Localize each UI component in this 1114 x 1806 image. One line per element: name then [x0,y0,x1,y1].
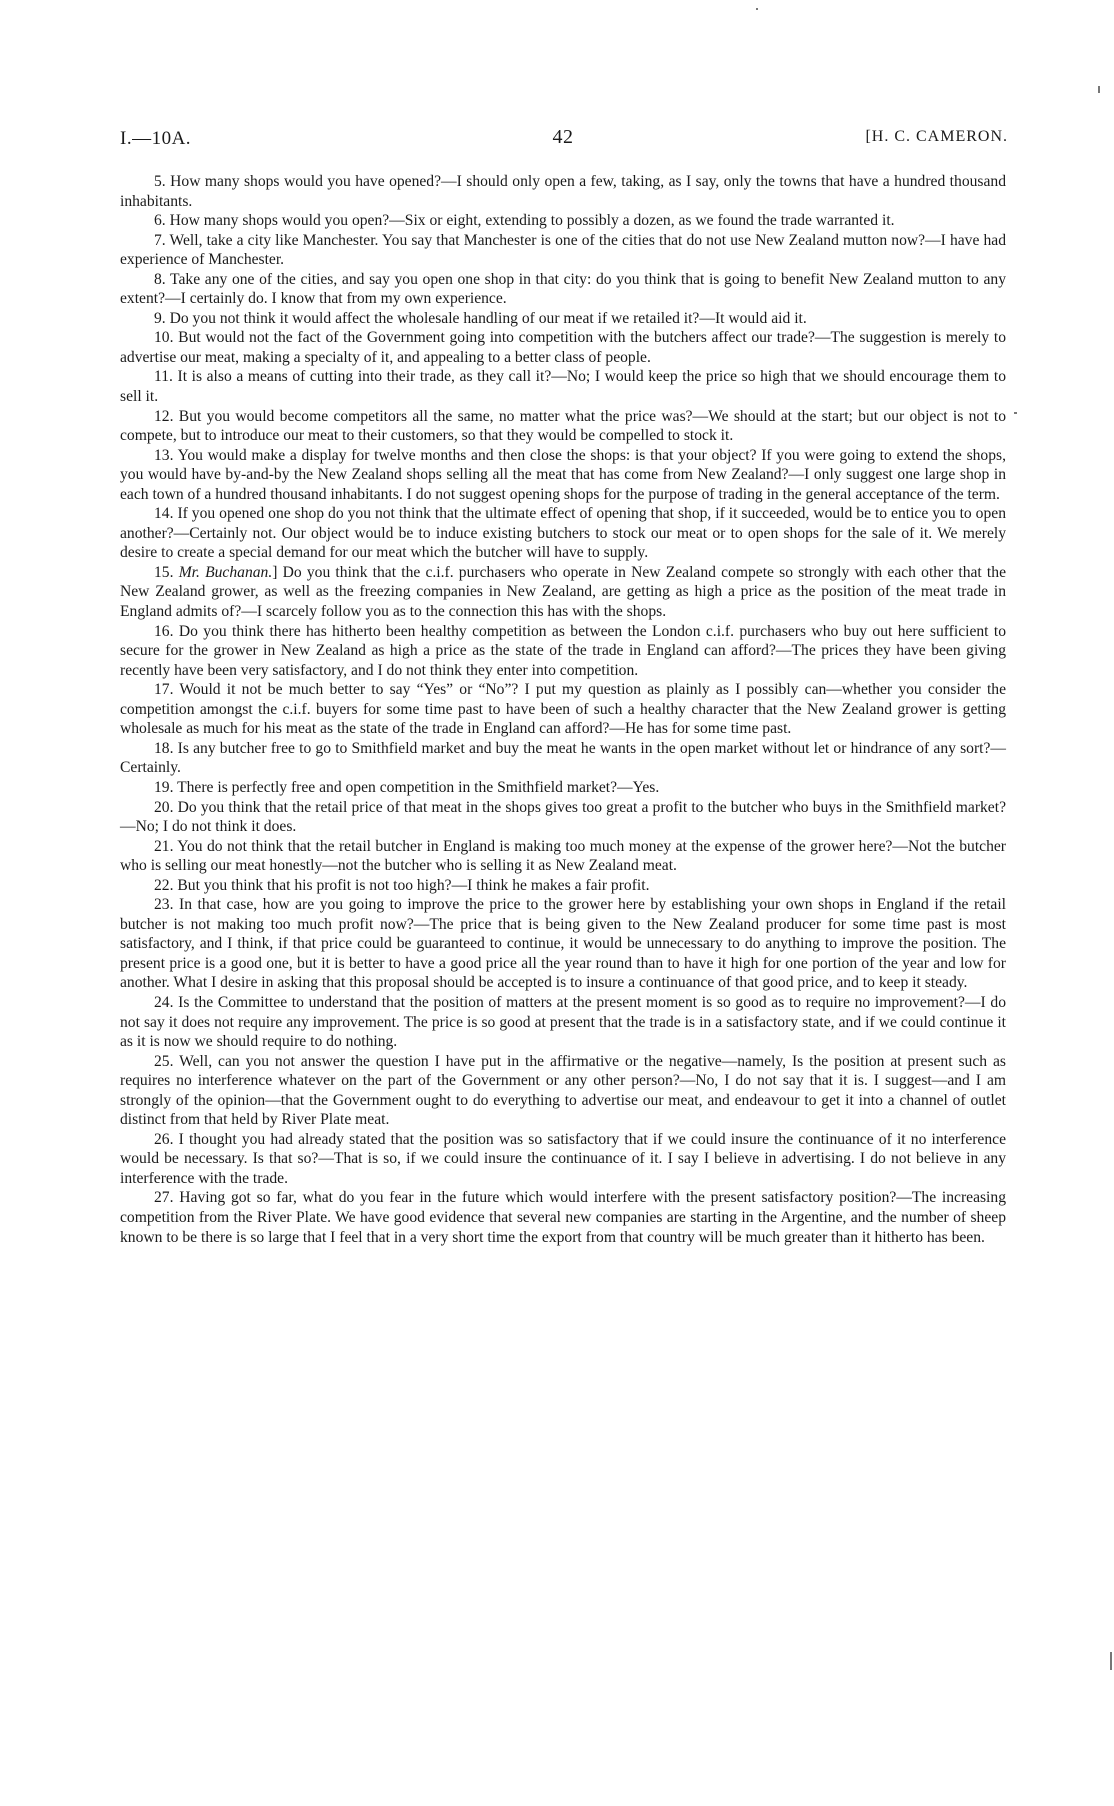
paragraph-q11: 11. It is also a means of cutting into their trade, as they call it?—No; I would keep the price so high that we should encourage them to sell it. [120,368,1006,406]
paragraph-q20: 20. Do you think that the retail price of that meat in the shops gives too great a profit to the butcher who buys in the Smithfield market?—No; I do not think it does. [120,798,1006,836]
paragraph-q21: 21. You do not think that the retail butcher in England is making too much money at the expense of the grower here?—Not the butcher who is selling our meat honestly—not the butcher who is selling it as New Zealand meat. [120,837,1006,875]
paragraph-q22: 22. But you think that his profit is not too high?—I think he makes a fair profit. [154,876,650,894]
paragraph-q13: 13. You would make a display for twelve months and then close the shops: is that your object? If you were going to extend the shops, you would have by-and-by the New Zealand shops selling all the meat that has come from New Zealand?—I only suggest one large shop in each town of a hundred thousand inhabitants. I do not suggest opening shops for the purpose of trading in the general acceptance of the term. [120,446,1006,503]
paragraph-q7: 7. Well, take a city like Manchester. You say that Manchester is one of the cities that do not use New Zealand mutton now?—I have had experience of Manchester. [120,231,1006,269]
paragraph-q26: 26. I thought you had already stated that the position was so satisfactory that if we could insure the continuance of it no interference would be necessary. Is that so?—That is so, if we could insure the continuance of it. I say I believe in advertising. I do not believe in any interference with the trade. [120,1130,1006,1187]
scan-mark-bottom-right [1110,1652,1112,1670]
paragraph-q6: 6. How many shops would you open?—Six or eight, extending to possibly a dozen, as we found the trade warranted it. [154,212,895,230]
page-header [118,124,1008,156]
paper-reference: I.—10A. [120,128,192,149]
paragraph-q16: 16. Do you think there has hitherto been healthy competition as between the London c.i.f. purchasers who buy out here sufficient to secure for the grower in New Zealand as high a price as the state of the trade in England can afford?—The prices they have been giving recently have been very satisfactory, and I do not think they enter into competition. [120,622,1006,679]
scan-mark-right [1098,86,1100,93]
evidence-text [120,172,1006,1247]
witness-name: [H. C. CAMERON. [865,128,1008,145]
paragraph-q15 [120,563,1006,622]
paragraph-q25: 25. Well, can you not answer the question I have put in the affirmative or the negative—namely, Is the position at present such as requires no interference whatever on the part of the Government or any other person?—No, I do not say that it is. I suggest—and I am strongly of the opinion—that the Government ought to do everything to advertise our meat, and endeavour to get it into a channel of outlet distinct from that held by River Plate meat. [120,1052,1006,1129]
scan-mark-top [756,8,758,10]
paragraph-q12: 12. But you would become competitors all the same, no matter what the price was?—We should at the start; but our object is not to compete, but to introduce our meat to their customers, so that they would be compelled to stock it. [120,407,1006,445]
paragraph-q9: 9. Do you not think it would affect the wholesale handling of our meat if we retailed it?—It would aid it. [154,309,807,327]
speaker-name: Mr. Buchanan. [178,563,273,581]
question-number: 15. [154,563,179,581]
paragraph-q23: 23. In that case, how are you going to improve the price to the grower here by establishing your own shops in England if the retail butcher is not making too much profit now?—The price that is being given to the New Zealand producer for some time past is most satisfactory, and I think, if that price could be guaranteed to continue, it would be unnecessary to do anything to improve the position. The present price is a good one, but it is better to have a good price all the year round than to have it high for one portion of the year and low for another. What I desire in asking that this proposal should be accepted is to insure a continuance of that good price, and to keep it steady. [120,896,1006,992]
paragraph-q5: 5. How many shops would you have opened?—I should only open a few, taking, as I say, only the towns that have a hundred thousand inhabitants. [120,173,1006,210]
paragraph-q10: 10. But would not the fact of the Government going into competition with the butchers affect our trade?—The suggestion is merely to advertise our meat, making a specialty of it, and appealing to a better class of people. [120,329,1006,366]
paragraph-q27: 27. Having got so far, what do you fear in the future which would interfere with the present satisfactory position?—The increasing competition from the River Plate. We have good evidence that several new companies are starting in the Argentine, and the number of sheep known to be there is so large that I feel that in a very short time the export from that country will be much greater than it hitherto has been. [120,1189,1006,1246]
paragraph-q24: 24. Is the Committee to understand that the position of matters at the present moment is so good as to require no improvement?—I do not say it does not require any improvement. The price is so good at present that the trade is in a satisfactory state, and if we could continue it as it is now we should require to do nothing. [120,993,1006,1051]
paragraph-q19: 19. There is perfectly free and open competition in the Smithfield market?—Yes. [154,778,660,796]
paragraph-q17: 17. Would it not be much better to say “Yes” or “No”? I put my question as plainly as I possibly can—whether you consider the competition amongst the c.i.f. buyers for some time past to have been of such a healthy character that the New Zealand grower is getting wholesale as much for his meat as the state of the trade in England can afford?—He has for some time past. [120,681,1006,738]
paragraph-q8: 8. Take any one of the cities, and say you open one shop in that city: do you think that is going to benefit New Zealand mutton to any extent?—I certainly do. I know that from my own experience. [120,270,1006,308]
paragraph-q15-text: ] Do you think that the c.i.f. purchasers who operate in New Zealand compete so strongly with each other that the New Zealand grower, as well as the freezing companies in New Zealand, are getting as high a price as the position of the meat trade in England admits of?—I scarcely follow you as to the connection this has with the shops. [120,563,1006,621]
paragraph-q14: 14. If you opened one shop do you not think that the ultimate effect of opening that shop, if it succeeded, would be to entice you to open another?—Certainly not. Our object would be to induce existing butchers to stock our meat or to open shops for the sale of it. We merely desire to create a special demand for our meat which the butcher will have to supply. [120,505,1006,562]
scan-mark-margin [1014,412,1017,414]
paragraph-q18: 18. Is any butcher free to go to Smithfield market and buy the meat he wants in the open market without let or hindrance of any sort?—Certainly. [120,739,1006,777]
page-number: 42 [552,126,574,148]
